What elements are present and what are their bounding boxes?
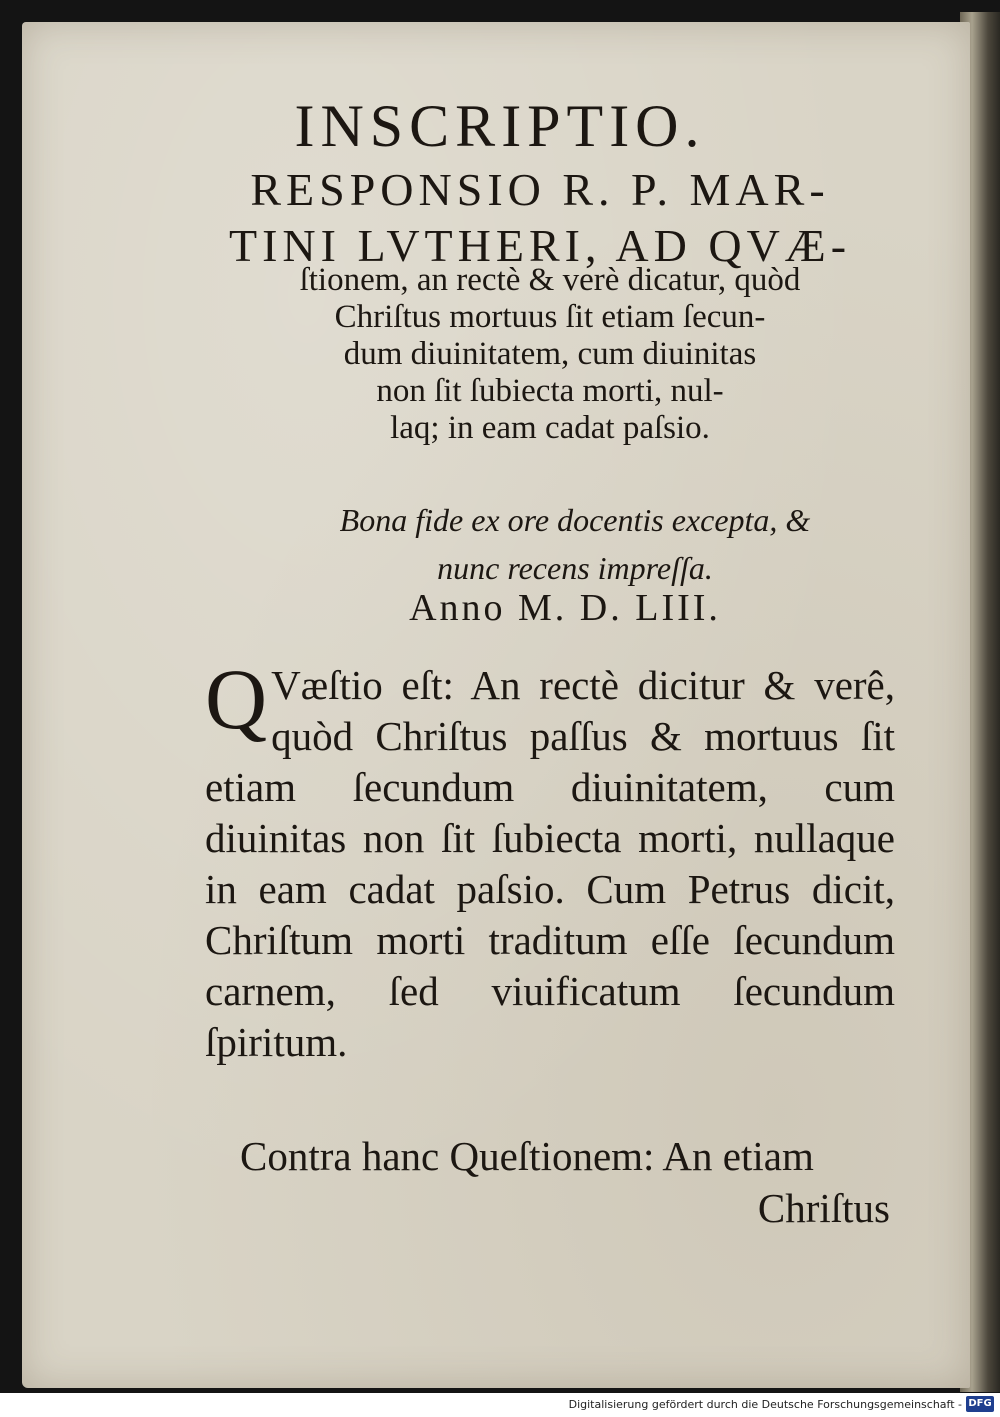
heading-block xyxy=(150,162,930,274)
heading-line-2: RESPONSIO R. P. MAR- xyxy=(250,164,830,215)
page-title: INSCRIPTIO. xyxy=(294,93,706,159)
subtitle-line: non ſit ſubiecta morti, nul- xyxy=(376,373,724,409)
subtitle-line: ſtionem, an rectè & verè dicatur, quòd xyxy=(299,262,801,298)
subtitle-line: dum diuinitatem, cum diuinitas xyxy=(343,336,757,372)
italic-note xyxy=(250,496,900,592)
body-paragraph xyxy=(205,651,895,1068)
subtitle-block xyxy=(190,262,910,447)
dfg-logo-icon: DFG xyxy=(966,1396,994,1412)
italic-line: nunc recens impreſſa. xyxy=(437,550,713,586)
contra-line-1: Contra hanc Queſtionem: An etiam xyxy=(240,1133,814,1179)
heading-line-3: TINI LVTHERI, AD QVÆ- xyxy=(228,220,852,271)
subtitle-line: Chriſtus mortuus ſit etiam ſecun- xyxy=(334,299,766,335)
footer-credit: Digitalisierung gefördert durch die Deutsche Forschungsgemeinschaft - xyxy=(568,1398,962,1411)
footer-bar xyxy=(0,1393,1000,1417)
catchword: Chriſtus xyxy=(757,1185,890,1231)
publication-year: Anno M. D. LIII. xyxy=(409,587,721,629)
italic-line: Bona fide ex ore docentis excepta, & xyxy=(339,502,811,538)
subtitle-line: laq; in eam cadat paſsio. xyxy=(390,410,710,446)
catchword-block xyxy=(240,1130,890,1234)
body-text: Væſtio eſt: An rectè dicitur & verê, quòd Chriſtus paſſus & mortuus ſit etiam ſecundum diuinitatem, cum diuinitas non ſit ſubiecta morti, nullaque in eam cadat paſsio. Cum Petrus dicit, Chriſtum morti traditum eſſe ſecundum carnem, ſed viuificatum ſecundum ſpiritum. xyxy=(205,662,895,1065)
drop-cap: Q xyxy=(205,651,268,747)
